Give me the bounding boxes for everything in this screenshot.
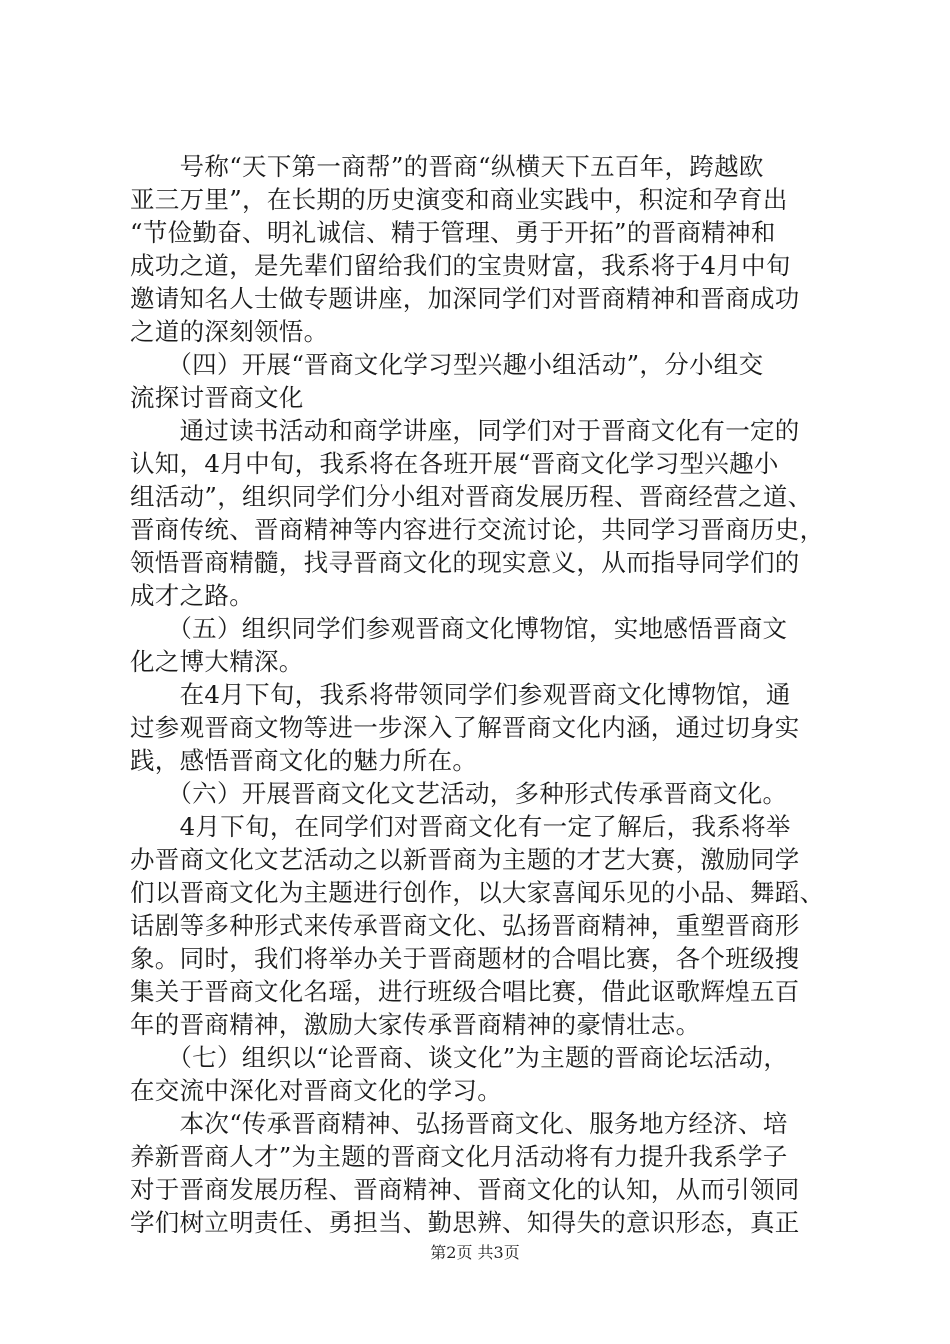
text-line: 邀请知名人士做专题讲座，加深同学们对晋商精神和晋商成功 [130,284,800,313]
section-heading-line: 化之博大精深。 [130,647,304,676]
text-line: 集关于晋商文化名瑶，进行班级合唱比赛，借此讴歌辉煌五百 [130,977,800,1006]
text-line: 话剧等多种形式来传承晋商文化、弘扬晋商精神，重塑晋商形 [130,911,800,940]
text-line: 践，感悟晋商文化的魅力所在。 [130,746,478,775]
text-line: 号称“天下第一商帮”的晋商“纵横天下五百年，跨越欧 [130,152,764,181]
text-line: 象。同时，我们将举办关于晋商题材的合唱比赛，各个班级搜 [130,944,800,973]
text-line: 年的晋商精神，激励大家传承晋商精神的豪情壮志。 [130,1010,701,1039]
text-line: 4月下旬，在同学们对晋商文化有一定了解后，我系将举 [130,812,791,841]
text-line: 在4月下旬，我系将带领同学们参观晋商文化博物馆，通 [130,680,791,709]
text-line: 本次“传承晋商精神、弘扬晋商文化、服务地方经济、培 [130,1109,788,1138]
text-line: 组活动”，组织同学们分小组对晋商发展历程、晋商经营之道、 [130,482,813,511]
section-heading-line: 流探讨晋商文化 [130,383,304,412]
text-line: 领悟晋商精髓，找寻晋商文化的现实意义，从而指导同学们的 [130,548,800,577]
text-line: 亚三万里”，在长期的历史演变和商业实践中，积淀和孕育出 [130,185,788,214]
text-line: 晋商传统、晋商精神等内容进行交流讨论，共同学习晋商历史， [130,515,825,544]
text-line: 养新晋商人才”为主题的晋商文化月活动将有力提升我系学子 [130,1142,788,1171]
page-number-footer: 第2页 共3页 [430,1243,520,1262]
text-line: 学们树立明责任、勇担当、勤思辨、知得失的意识形态，真正 [130,1208,800,1237]
text-line: 对于晋商发展历程、晋商精神、晋商文化的认知，从而引领同 [130,1175,800,1204]
section-heading-line: （四）开展“晋商文化学习型兴趣小组活动”，分小组交 [130,350,764,379]
section-heading-line: （七）组织以“论晋商、谈文化”为主题的晋商论坛活动， [130,1043,789,1072]
text-line: 成功之道，是先辈们留给我们的宝贵财富，我系将于4月中旬 [130,251,791,280]
text-line: 们以晋商文化为主题进行创作，以大家喜闻乐见的小品、舞蹈、 [130,878,825,907]
section-heading-line: （六）开展晋商文化文艺活动，多种形式传承晋商文化。 [130,779,788,808]
text-line: 之道的深刻领悟。 [130,317,329,346]
text-line: 办晋商文化文艺活动之以新晋商为主题的才艺大赛，激励同学 [130,845,800,874]
text-line: “节俭勤奋、明礼诚信、精于管理、勇于开拓”的晋商精神和 [130,218,776,247]
text-line: 认知，4月中旬，我系将在各班开展“晋商文化学习型兴趣小 [130,449,779,478]
section-heading-line: 在交流中深化对晋商文化的学习。 [130,1076,502,1105]
section-heading-line: （五）组织同学们参观晋商文化博物馆，实地感悟晋商文 [130,614,788,643]
text-line: 通过读书活动和商学讲座，同学们对于晋商文化有一定的 [130,416,800,445]
text-line: 成才之路。 [130,581,254,610]
text-line: 过参观晋商文物等进一步深入了解晋商文化内涵，通过切身实 [130,713,800,742]
document-body [130,150,830,1239]
